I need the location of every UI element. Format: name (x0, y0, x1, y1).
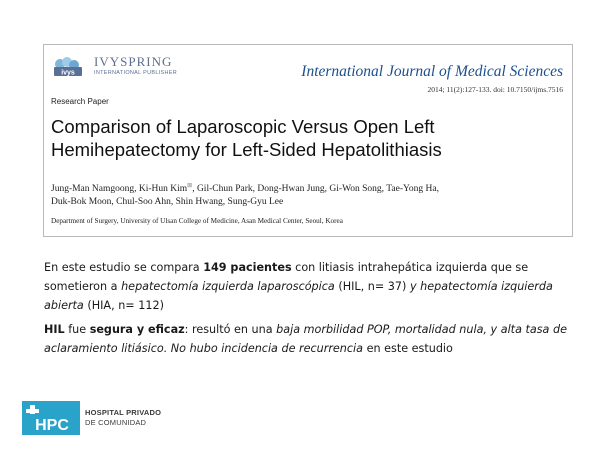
summary-italic-hia: y hepatectomía izquierda abierta (44, 280, 553, 312)
publisher-subtitle: INTERNATIONAL PUBLISHER (94, 70, 177, 76)
citation: 2014; 11(2):127-133. doi: 10.7150/ijms.7516 (427, 85, 563, 94)
summary-italic-hil: hepatectomía izquierda laparoscópica (121, 280, 335, 293)
journal-name: International Journal of Medical Sciences (301, 63, 563, 80)
summary-text: con litiasis intrahepática izquierda que se sometieron a (44, 261, 529, 293)
publisher-name: IVYSPRING (94, 54, 173, 69)
summary-text: En este estudio se compara (44, 261, 204, 274)
summary-bold-safe: segura y eficaz (89, 323, 185, 336)
hospital-name-line1: HOSPITAL PRIVADO (85, 408, 162, 417)
authors-line1-a: Jung-Man Namgoong, Ki-Hun Kim (51, 184, 188, 195)
summary-text: : resultó en una (184, 323, 277, 336)
hospital-name-line2: DE COMUNIDAD (85, 418, 147, 427)
hpc-logo-text: HPC (35, 417, 69, 434)
authors-line2: Duk-Bok Moon, Chul-Soo Ahn, Shin Hwang, Sung-Gyu Lee (51, 197, 284, 208)
authors (51, 180, 566, 209)
corresponding-author-mark: ⊠ (187, 183, 193, 189)
hpc-logo-icon (22, 401, 80, 435)
summary-bold-hil: HIL (44, 323, 65, 336)
summary-text: (HIL, n= 37) (334, 280, 410, 293)
ivyspring-logo-text: ivys (61, 69, 75, 77)
summary-paragraph-2 (44, 320, 574, 358)
ivyspring-logo-icon (52, 57, 84, 79)
department: Department of Surgery, University of Ulsan College of Medicine, Asan Medical Center, Seoul, Korea (51, 217, 343, 225)
summary-text: fue (64, 323, 90, 336)
summary-italic-results: baja morbilidad POP, mortalidad nula, y alta tasa de aclaramiento litiásico. No hubo incidencia de recurrencia (44, 323, 567, 355)
paper-title: Comparison of Laparoscopic Versus Open Left Hemihepatectomy for Left-Sided Hepatolithiasis (51, 116, 442, 160)
summary-text: en este estudio (363, 342, 453, 355)
authors-line1-b: , Gil-Chun Park, Dong-Hwan Jung, Gi-Won Song, Tae-Yong Ha, (192, 184, 439, 195)
paper-header-card (43, 44, 573, 237)
summary-text: (HIA, n= 112) (83, 299, 164, 312)
summary-bold-patients: 149 pacientes (203, 261, 292, 274)
summary-paragraph-1 (44, 258, 574, 315)
paper-type: Research Paper (51, 97, 109, 106)
